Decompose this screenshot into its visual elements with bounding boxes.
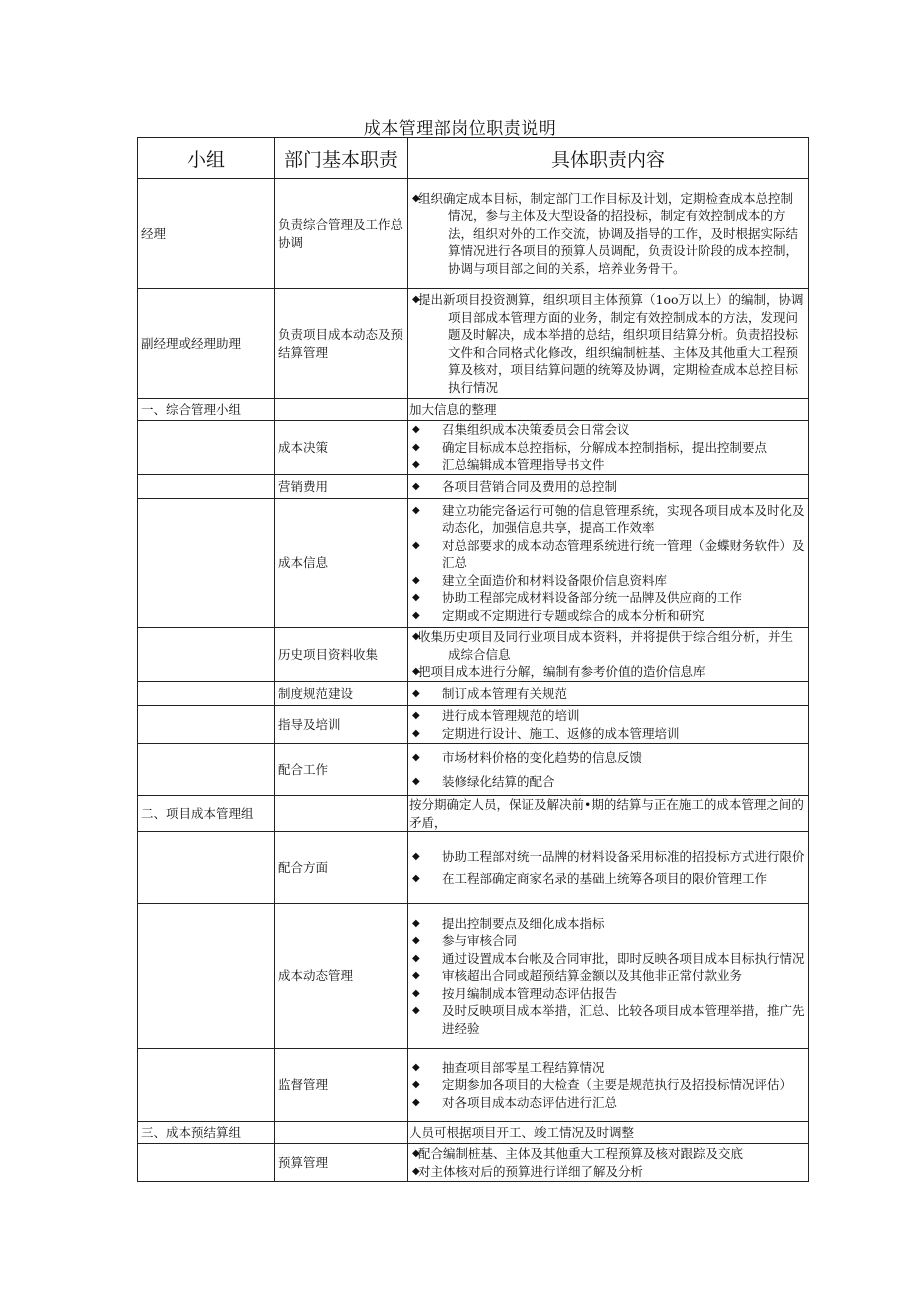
bullet-icon: ◆ [412, 574, 420, 586]
detail-item: 召集组织成本决策委员会日常会议 [442, 422, 630, 438]
bullet-icon: ◆ [412, 851, 420, 862]
bullet-icon: ◆ [412, 970, 420, 982]
bullet-icon: ◆ [412, 1096, 420, 1108]
bullet-icon: ◆ [412, 424, 420, 436]
bullet-icon: ◆ [412, 952, 420, 964]
row-detail [408, 289, 809, 399]
table-row [138, 628, 809, 682]
detail-item: 参与审核合同 [442, 933, 518, 949]
table-row [138, 706, 809, 744]
table-row [138, 499, 809, 628]
table-row [138, 421, 809, 475]
table-row [138, 744, 809, 796]
row-basic: 配合方面 [275, 832, 408, 904]
detail-item: 按月编制成本管理动态评估报告 [442, 985, 618, 1001]
header-group: 小组 [138, 138, 275, 179]
detail-item: 装修绿化结算的配合 [442, 773, 555, 789]
bullet-icon: ◆ [412, 917, 420, 929]
bullet-icon: ◆ [412, 441, 420, 453]
table-row [138, 904, 809, 1049]
detail-item: 定期进行设计、施工、返修的成本管理培训 [442, 725, 680, 741]
bullet-icon: ◆ [412, 480, 420, 492]
table-row [138, 179, 809, 289]
table-row [138, 289, 809, 399]
bullet-icon: ◆ [412, 710, 420, 721]
bullet-icon: ◆ [412, 872, 420, 884]
row-group: 二、项目成本管理组 [138, 796, 275, 832]
bullet-icon: ◆ [412, 1148, 420, 1159]
row-basic: 预算管理 [275, 1144, 408, 1182]
bullet-icon: ◆ [412, 631, 420, 643]
detail-item: 各项目营销合同及费用的总控制 [442, 478, 618, 494]
detail-item: 协助工程部对统一品牌的材料设备采用标准的招投标方式进行限价 [442, 849, 805, 864]
bullet-icon: ◆ [412, 192, 420, 204]
bullet-icon: ◆ [412, 1165, 420, 1177]
detail-item: 对总部要求的成本动态管理系统进行统一管理（金蝶财务软件）及汇总 [442, 537, 805, 571]
row-group: 一、综合管理小组 [138, 399, 275, 421]
row-detail: 按分期确定人员，保证及解决前•期的结算与正在施工的成本管理之间的矛盾， [408, 796, 809, 832]
row-detail [408, 475, 809, 499]
detail-item: 提出新项目投资测算，组织项目主体预算（1oo万以上）的编制，协调项目部成本管理方面的业务，制定有效控制成本的方法，发现问题及时解决，成本举措的总结，组织项目结算分析。负责招投标文件和合同格式化修改，组织编制桩基、主体及其他重大工程预算及核对，项目结算问题的统筹及协调，定期检查成本总控目标执行情况 [418, 292, 804, 395]
table-header-row [138, 138, 809, 179]
table-row [138, 796, 809, 832]
row-detail [408, 421, 809, 475]
table-row [138, 1049, 809, 1122]
row-detail [408, 744, 809, 796]
row-basic: 成本信息 [275, 499, 408, 628]
page-title: 成本管理部岗位职责说明 [363, 119, 557, 139]
detail-item: 建立全面造价和材料设备限价信息资料库 [442, 572, 668, 588]
bullet-icon: ◆ [412, 687, 420, 699]
detail-item: 抽查项目部零星工程结算情况 [442, 1059, 605, 1075]
detail-item: 通过设置成本台帐及合同审批，即时反映各项目成本目标执行情况 [442, 950, 805, 966]
bullet-icon: ◆ [412, 752, 420, 763]
row-group: 三、成本预结算组 [138, 1122, 275, 1144]
detail-item: 进行成本管理规范的培训 [442, 708, 580, 723]
bullet-icon: ◆ [412, 592, 420, 604]
table-row [138, 475, 809, 499]
table-row [138, 399, 809, 421]
table-row [138, 832, 809, 904]
bullet-icon: ◆ [412, 609, 420, 621]
detail-item: 在工程部确定商家名录的基础上统筹各项目的限价管理工作 [442, 870, 768, 886]
row-group: 经理 [138, 179, 275, 289]
detail-item: 定期或不定期进行专题或综合的成本分析和研究 [442, 607, 705, 623]
table-row [138, 1144, 809, 1182]
bullet-icon: ◆ [412, 294, 420, 305]
detail-item: 建立功能完备运行可匏的信息管理系统，实现各项目成本及时化及动态化，加强信息共享，提高工作效率 [442, 502, 805, 536]
detail-item: 汇总编辑成本管理指导书文件 [442, 457, 605, 473]
row-basic: 制度规范建设 [275, 682, 408, 706]
detail-item: 制订成本管理有关规范 [442, 685, 568, 701]
row-detail [408, 1144, 809, 1182]
detail-item: 对各项目成本动态评估进行汇总 [442, 1094, 618, 1110]
bullet-icon: ◆ [412, 1005, 420, 1017]
row-group: 副经理或经理助理 [138, 289, 275, 399]
row-detail: 人员可根据项目开工、竣工情况及时调整 [408, 1122, 809, 1144]
row-detail [408, 628, 809, 682]
detail-item: 把项目成本进行分解，编制有参考价值的造价信息库 [418, 664, 706, 680]
row-basic: 配合工作 [275, 744, 408, 796]
detail-item: 提出控制要点及细化成本指标 [442, 915, 605, 931]
detail-item: 配合编制桩基、主体及其他重大工程预算及核对跟踪及交底 [418, 1146, 744, 1161]
row-detail [408, 682, 809, 706]
bullet-icon: ◆ [412, 727, 420, 739]
bullet-icon: ◆ [412, 775, 420, 787]
detail-item: 协助工程部完成材料设备部分统一品牌及供应商的工作 [442, 590, 743, 606]
detail-item: 确定目标成本总控指标，分解成本控制指标，提出控制要点 [442, 439, 768, 455]
bullet-icon: ◆ [412, 1061, 420, 1073]
table-row [138, 1122, 809, 1144]
row-basic: 监督管理 [275, 1049, 408, 1122]
detail-item: 收集历史项目及同行业项目成本资料，并将提供于综合组分析，并生成综合信息 [418, 629, 794, 662]
detail-item: 定期参加各项目的大检查（主要是规范执行及招投标情况评估） [442, 1077, 793, 1093]
bullet-icon: ◆ [412, 935, 420, 947]
row-basic: 指导及培训 [275, 706, 408, 744]
detail-item: 组织确定成本目标，制定部门工作目标及计划，定期检查成本总控制情况，参与主体及大型设备的招投标，制定有效控制成本的方法，组织对外的工作交流，协调及指导的工作，及时根据实际结算情况进行各项目的预算人员调配，负责设计阶段的成本控制，协调与项目部之间的关系，培养业务骨干。 [418, 190, 799, 276]
row-detail [408, 706, 809, 744]
bullet-icon: ◆ [412, 504, 420, 516]
header-basic: 部门基本职责 [275, 138, 408, 179]
detail-item: 审核超出合同或超预结算金额以及其他非正常付款业务 [442, 968, 743, 984]
row-basic: 负责项目成本动态及预结算管理 [275, 289, 408, 399]
detail-item: 市场材料价格的变化趋势的信息反馈 [442, 750, 643, 765]
bullet-icon: ◆ [412, 1079, 420, 1091]
detail-item: 及时反映项目成本举措，汇总、比较各项目成本管理举措，推广先进经验 [442, 1003, 805, 1036]
row-basic: 成本决策 [275, 421, 408, 475]
row-detail [408, 904, 809, 1049]
row-basic: 成本动态管理 [275, 904, 408, 1049]
detail-item: 对主体核对后的预算进行详细了解及分析 [418, 1163, 644, 1179]
bullet-icon: ◆ [412, 459, 420, 471]
bullet-icon: ◆ [412, 987, 420, 999]
row-basic: 负责综合管理及工作总协调 [275, 179, 408, 289]
bullet-icon: ◆ [412, 539, 420, 551]
responsibility-table [137, 137, 809, 1182]
table-row [138, 682, 809, 706]
row-detail [408, 179, 809, 289]
row-basic: 营销费用 [275, 475, 408, 499]
header-detail: 具体职责内容 [408, 138, 809, 179]
row-detail [408, 499, 809, 628]
row-detail: 加大信息的整理 [408, 399, 809, 421]
row-detail [408, 832, 809, 904]
row-detail [408, 1049, 809, 1122]
row-basic: 历史项目资料收集 [275, 628, 408, 682]
bullet-icon: ◆ [412, 666, 420, 678]
